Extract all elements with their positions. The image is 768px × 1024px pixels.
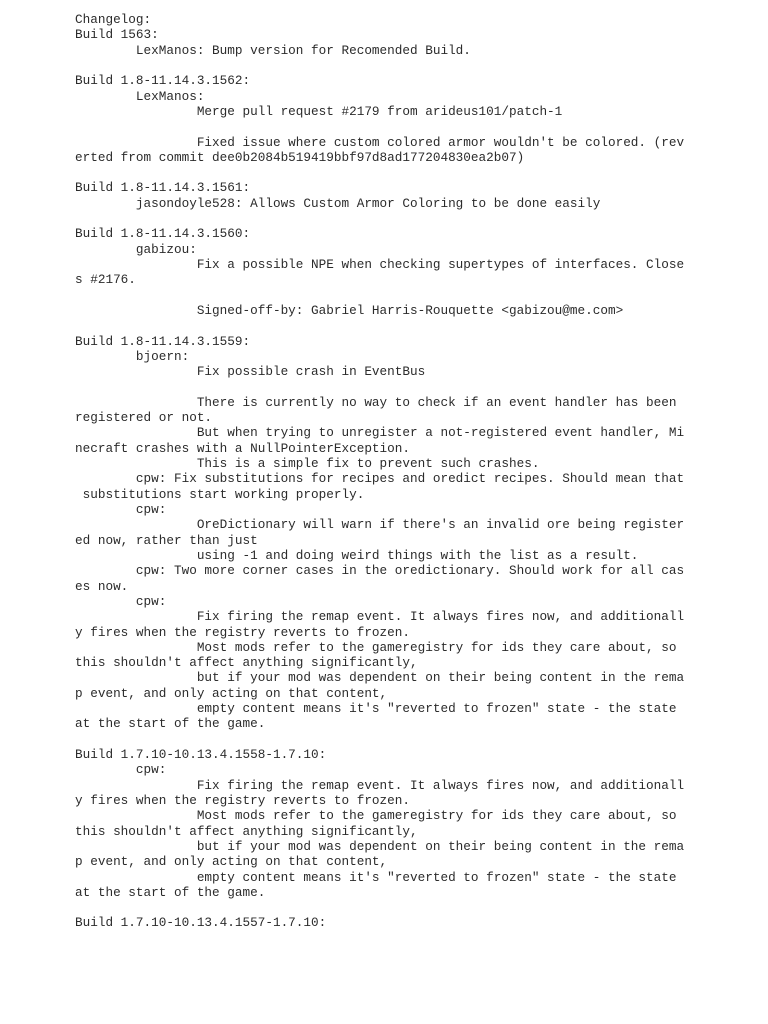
blank-line: [75, 211, 755, 226]
changelog-line: Fix possible crash in EventBus: [75, 364, 426, 380]
changelog-line: This is a simple fix to prevent such crashes.: [75, 456, 540, 472]
changelog-document: [75, 12, 755, 931]
changelog-line: Most mods refer to the gameregistry for ids they care about, so: [75, 808, 677, 824]
changelog-line: y fires when the registry reverts to frozen.: [75, 792, 411, 808]
changelog-line: Build 1.8-11.14.3.1561:: [75, 180, 251, 196]
changelog-line: cpw: Fix substitutions for recipes and oredict recipes. Should mean that: [75, 471, 685, 487]
changelog-line: erted from commit dee0b2084b519419bbf97d8ad177204830ea2b07): [75, 149, 525, 165]
changelog-line: at the start of the game.: [75, 716, 266, 732]
changelog-line: Fix firing the remap event. It always fires now, and additionall: [75, 609, 685, 625]
blank-line: [75, 119, 755, 134]
changelog-line: LexManos: Bump version for Recomended Build.: [75, 42, 471, 58]
changelog-line: Fix firing the remap event. It always fires now, and additionall: [75, 777, 685, 793]
changelog-line: Fixed issue where custom colored armor wouldn't be colored. (rev: [75, 134, 685, 150]
changelog-line: y fires when the registry reverts to frozen.: [75, 624, 411, 640]
changelog-line: jasondoyle528: Allows Custom Armor Coloring to be done easily: [75, 195, 601, 211]
changelog-line: Build 1.8-11.14.3.1560:: [75, 226, 251, 242]
changelog-line: Build 1.8-11.14.3.1559:: [75, 333, 251, 349]
changelog-line: cpw:: [75, 502, 167, 517]
changelog-line: cpw:: [75, 762, 167, 778]
changelog-line: substitutions start working properly.: [75, 486, 365, 502]
changelog-line: Signed-off-by: Gabriel Harris-Rouquette <gabizou@me.com>: [75, 302, 624, 318]
changelog-line: Build 1563:: [75, 27, 159, 43]
changelog-line: registered or not.: [75, 410, 213, 426]
blank-line: [75, 900, 755, 915]
changelog-line: using -1 and doing weird things with the list as a result.: [75, 547, 639, 563]
changelog-line: Changelog:: [75, 12, 152, 27]
changelog-line: Build 1.7.10-10.13.4.1557-1.7.10:: [75, 915, 327, 931]
changelog-line: LexManos:: [75, 88, 205, 104]
blank-line: [75, 318, 755, 333]
changelog-line: Build 1.7.10-10.13.4.1558-1.7.10:: [75, 747, 327, 762]
changelog-line: this shouldn't affect anything significantly,: [75, 655, 418, 671]
changelog-line: Build 1.8-11.14.3.1562:: [75, 73, 251, 89]
blank-line: [75, 165, 755, 180]
changelog-line: ed now, rather than just: [75, 532, 258, 548]
changelog-line: But when trying to unregister a not-registered event handler, Mi: [75, 425, 685, 441]
changelog-line: gabizou:: [75, 241, 197, 257]
blank-line: [75, 380, 755, 395]
changelog-line: Fix a possible NPE when checking supertypes of interfaces. Close: [75, 257, 685, 272]
changelog-line: bjoern:: [75, 348, 190, 364]
changelog-line: Merge pull request #2179 from arideus101/patch-1: [75, 103, 563, 119]
changelog-line: es now.: [75, 578, 129, 594]
changelog-line: empty content means it's "reverted to frozen" state - the state: [75, 869, 677, 885]
blank-line: [75, 732, 755, 747]
changelog-line: cpw: Two more corner cases in the oredictionary. Should work for all cas: [75, 563, 685, 579]
changelog-line: but if your mod was dependent on their being content in the rema: [75, 838, 685, 854]
changelog-line: OreDictionary will warn if there's an invalid ore being register: [75, 517, 685, 533]
changelog-line: necraft crashes with a NullPointerException.: [75, 440, 411, 456]
changelog-line: Most mods refer to the gameregistry for ids they care about, so: [75, 639, 677, 655]
changelog-line: p event, and only acting on that content,: [75, 854, 388, 870]
changelog-line: There is currently no way to check if an event handler has been: [75, 394, 677, 410]
changelog-line: at the start of the game.: [75, 884, 266, 900]
changelog-line: this shouldn't affect anything significantly,: [75, 823, 418, 839]
blank-line: [75, 58, 755, 73]
changelog-line: but if your mod was dependent on their being content in the rema: [75, 670, 685, 686]
changelog-line: cpw:: [75, 593, 167, 609]
changelog-line: s #2176.: [75, 272, 136, 288]
changelog-line: empty content means it's "reverted to frozen" state - the state: [75, 701, 677, 717]
blank-line: [75, 288, 755, 303]
changelog-line: p event, and only acting on that content,: [75, 685, 388, 701]
